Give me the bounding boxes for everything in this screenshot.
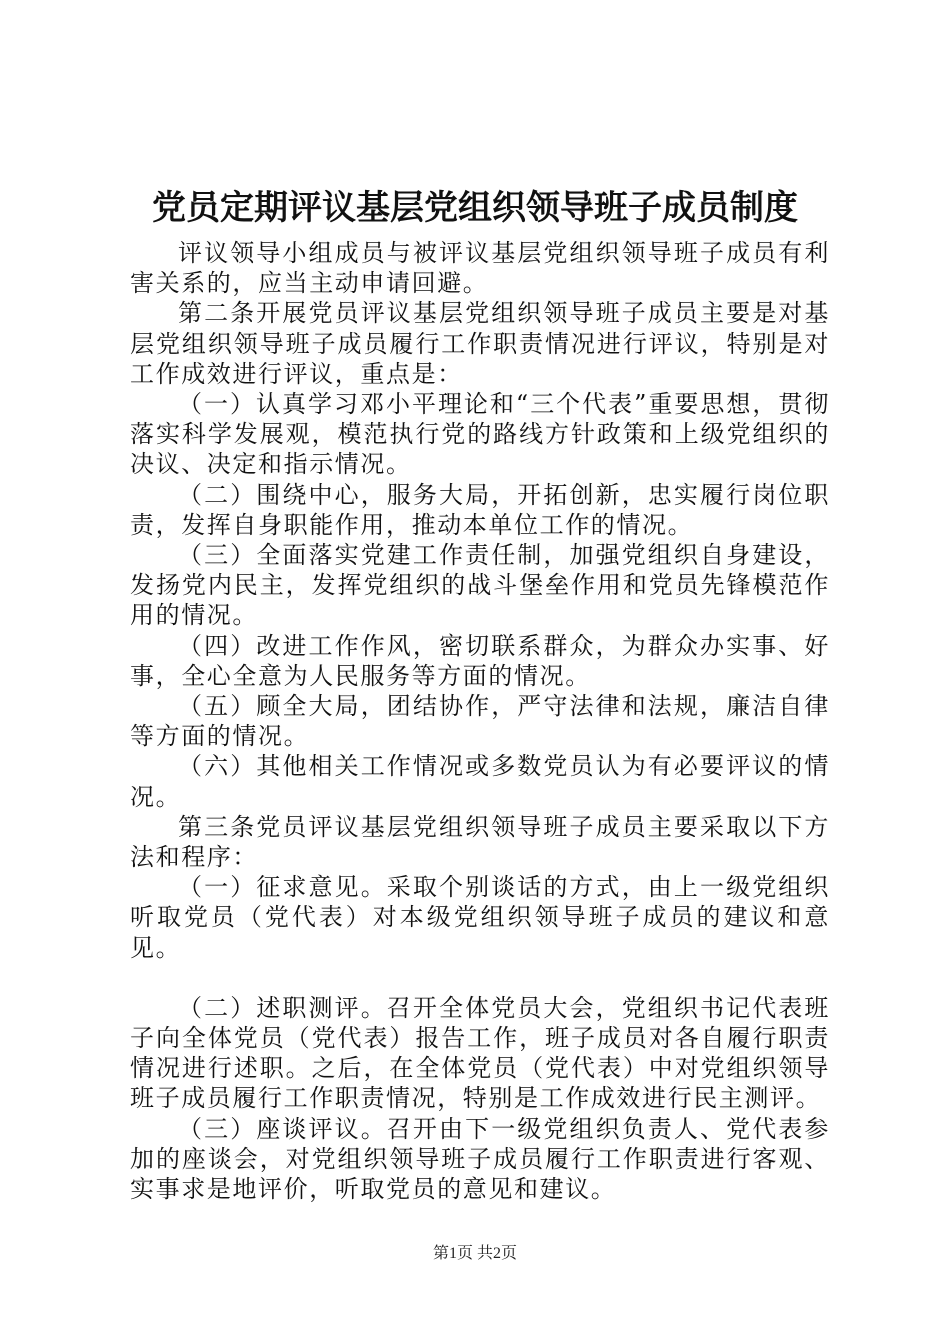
paragraph: （二）述职测评。召开全体党员大会，党组织书记代表班子向全体党员（党代表）报告工作，班子成员对各自履行职责情况进行述职。之后，在全体党员（党代表）中对党组织领导班子成员履行工作职责情况，特别是工作成效进行民主测评。 xyxy=(130,993,830,1113)
document-body xyxy=(130,238,830,1204)
document-title: 党员定期评议基层党组织领导班子成员制度 xyxy=(152,188,798,228)
paragraph: （四）改进工作作风，密切联系群众，为群众办实事、好事，全心全意为人民服务等方面的情况。 xyxy=(130,631,830,690)
paragraph: （二）围绕中心，服务大局，开拓创新，忠实履行岗位职责，发挥自身职能作用，推动本单位工作的情况。 xyxy=(130,480,830,539)
paragraph: （五）顾全大局，团结协作，严守法律和法规，廉洁自律等方面的情况。 xyxy=(130,692,830,751)
page-footer: 第1页 共2页 xyxy=(432,1245,517,1262)
paragraph: （一）认真学习邓小平理论和“三个代表”重要思想，贯彻落实科学发展观，模范执行党的路线方针政策和上级党组织的决议、决定和指示情况。 xyxy=(130,390,830,479)
paragraph: 评议领导小组成员与被评议基层党组织领导班子成员有利害关系的，应当主动申请回避。 xyxy=(130,239,830,298)
paragraph: （三）座谈评议。召开由下一级党组织负责人、党代表参加的座谈会，对党组织领导班子成员履行工作职责进行客观、实事求是地评价，听取党员的意见和建议。 xyxy=(130,1114,830,1204)
paragraph: （一）征求意见。采取个别谈话的方式，由上一级党组织听取党员（党代表）对本级党组织领导班子成员的建议和意见。 xyxy=(130,873,830,962)
paragraph: 第二条开展党员评议基层党组织领导班子成员主要是对基层党组织领导班子成员履行工作职责情况进行评议，特别是对工作成效进行评议，重点是： xyxy=(130,299,830,388)
paragraph: （六）其他相关工作情况或多数党员认为有必要评议的情况。 xyxy=(130,752,830,811)
paragraph: （三）全面落实党建工作责任制，加强党组织自身建设，发扬党内民主，发挥党组织的战斗堡垒作用和党员先锋模范作用的情况。 xyxy=(130,541,830,630)
paragraph: 第三条党员评议基层党组织领导班子成员主要采取以下方法和程序： xyxy=(130,812,830,872)
